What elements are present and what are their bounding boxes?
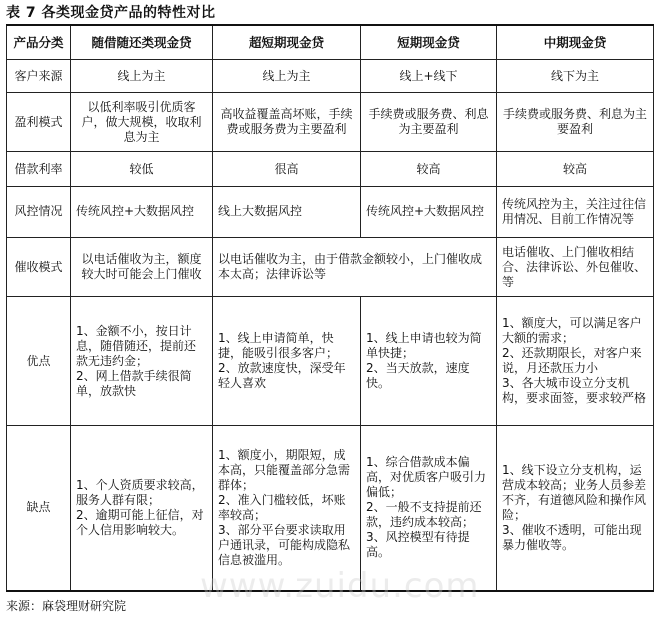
table-cell: 线上为主 [71, 60, 213, 93]
list-item: 2、网上借款手续很简单，放款快 [76, 368, 192, 398]
table-cell: 线上为主 [213, 60, 361, 93]
header-short: 短期现金贷 [361, 25, 497, 60]
header-ultra-short: 超短期现金贷 [213, 25, 361, 60]
table-cell: 传统风控+大数据风控 [71, 186, 213, 237]
row-label: 借款利率 [7, 152, 71, 187]
list-item: 1、额度小，期限短，成本高，只能覆盖部分急需群体； [218, 447, 351, 492]
list-item: 1、线下设立分支机构，运营成本较高；业务人员参差不齐，有道德风险和操作风险； [502, 462, 647, 522]
row-label: 客户来源 [7, 60, 71, 93]
table-cell: 线上大数据风控 [213, 186, 361, 237]
row-disadvantages [7, 425, 654, 591]
table-cell: 传统风控+大数据风控 [361, 186, 497, 237]
table-cell [497, 425, 654, 591]
table-cell [213, 297, 361, 426]
list-item: 2、当天放款，速度快。 [366, 361, 470, 391]
row-label: 盈利模式 [7, 92, 71, 151]
list-item: 3、部分平台要求读取用户通讯录，可能构成隐私信息被滥用。 [218, 522, 351, 567]
list-item: 2、还款期限长，对客户来说，月还款压力小 [502, 346, 642, 376]
source-note: 来源：麻袋理财研究院 [6, 599, 127, 613]
list-item: 2、逾期可能上征信，对个人信用影响较大。 [76, 507, 204, 537]
list-item: 1、额度大，可以满足客户大额的需求； [502, 316, 642, 346]
list-item: 3、风控模型有待提高。 [366, 530, 470, 560]
row-customer-source [7, 60, 654, 93]
table-cell [361, 425, 497, 591]
row-label: 缺点 [7, 425, 71, 591]
table-cell: 较高 [497, 152, 654, 187]
list-item: 2、一般不支持提前还款，违约成本较高； [366, 500, 482, 530]
row-risk-control [7, 186, 654, 237]
row-interest-rate [7, 152, 654, 187]
list-item: 3、催收不透明，可能出现暴力催收等。 [502, 522, 642, 552]
table-cell [71, 425, 213, 591]
row-profit-model [7, 92, 654, 151]
row-label: 优点 [7, 297, 71, 426]
table-cell: 手续费或服务费、利息为主要盈利 [361, 92, 497, 151]
watermark: www.zuidu.com [200, 566, 480, 606]
header-category: 产品分类 [7, 25, 71, 60]
table-cell: 高收益覆盖高坏账，手续费或服务费为主要盈利 [213, 92, 361, 151]
table-cell: 手续费或服务费、利息为主要盈利 [497, 92, 654, 151]
table-cell: 较高 [361, 152, 497, 187]
table-cell: 线上+线下 [361, 60, 497, 93]
table-cell [71, 297, 213, 426]
row-collection [7, 237, 654, 296]
row-label: 催收模式 [7, 237, 71, 296]
table-cell: 很高 [213, 152, 361, 187]
table-cell-merged: 以电话催收为主，由于借款金额较小，上门催收成本太高；法律诉讼等 [213, 237, 497, 296]
list-item: 1、线上申请也较为简单快捷； [366, 331, 482, 361]
product-comparison-table [6, 24, 654, 592]
list-item: 2、准入门槛较低，坏账率较高； [218, 492, 346, 522]
row-label: 风控情况 [7, 186, 71, 237]
list-item: 1、综合借款成本偏高，对优质客户吸引力偏低； [366, 455, 487, 500]
table-cell: 以低利率吸引优质客户，做大规模，收取利息为主 [71, 92, 213, 151]
table-cell: 电话催收、上门催收相结合、法律诉讼、外包催收、等 [497, 237, 654, 296]
table-title: 表 7 各类现金贷产品的特性对比 [6, 5, 216, 21]
table-cell [361, 297, 497, 426]
table-cell [213, 425, 361, 591]
list-item: 3、各大城市设立分支机构，要求面签，要求较严格 [502, 376, 647, 406]
list-item: 2、放款速度快，深受年轻人喜欢 [218, 361, 346, 391]
list-item: 1、个人资质要求较高，服务人群有限； [76, 477, 204, 507]
table-header-row [7, 25, 654, 60]
header-on-demand: 随借随还类现金贷 [71, 25, 213, 60]
header-medium: 中期现金贷 [497, 25, 654, 60]
table-cell: 较低 [71, 152, 213, 187]
table-cell: 线下为主 [497, 60, 654, 93]
table-cell: 以电话催收为主，额度较大时可能会上门催收 [71, 237, 213, 296]
table-cell [497, 297, 654, 426]
table-cell: 传统风控为主，关注过往信用情况、目前工作情况等 [497, 186, 654, 237]
row-advantages [7, 297, 654, 426]
list-item: 1、金额不小，按日计息，随借随还，提前还款无违约金； [76, 323, 197, 368]
list-item: 1、线上申请简单，快捷，能吸引很多客户； [218, 331, 339, 361]
